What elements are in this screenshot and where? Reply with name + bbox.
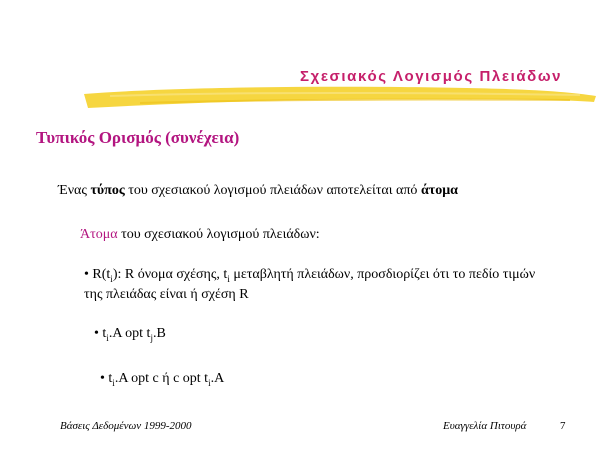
text-segment: • R(t — [84, 267, 111, 282]
text-segment: .B — [152, 326, 166, 341]
atoms-highlight: Άτομα — [80, 227, 118, 242]
text-segment: .A opt t — [108, 326, 151, 341]
bullet-constant-atom — [100, 371, 224, 387]
subscript: i — [227, 273, 230, 284]
atoms-heading — [80, 227, 320, 243]
bold-term-type: τύπος — [90, 183, 125, 198]
footer-author: Ευαγγελία Πιτουρά — [443, 420, 527, 432]
header-underline-brush — [80, 82, 600, 114]
text-segment: του σχεσιακού λογισμού πλειάδων: — [117, 227, 320, 242]
text-segment: Ένας — [58, 183, 91, 198]
slide-title: Τυπικός Ορισμός (συνέχεια) — [36, 128, 240, 147]
text-segment: • t — [94, 326, 107, 341]
subscript: i — [112, 377, 115, 388]
subscript: i — [208, 377, 211, 388]
header-title: Σχεσιακός Λογισμός Πλειάδων — [300, 68, 563, 85]
bold-term-atoms: άτομα — [420, 183, 458, 198]
definition-text — [58, 183, 458, 199]
text-segment: .A — [210, 371, 225, 386]
text-segment: μεταβλητή πλειάδων, προσδιορίζει ότι το πεδίο τιμών της πλειάδας είναι ή σχέση R — [84, 267, 536, 302]
subscript: j — [150, 332, 153, 343]
subscript: i — [110, 273, 113, 284]
subscript: i — [106, 332, 109, 343]
text-segment: • t — [100, 371, 113, 386]
footer-course: Βάσεις Δεδομένων 1999-2000 — [60, 420, 192, 432]
text-segment: του σχεσιακού λογισμού πλειάδων αποτελείται από — [124, 183, 421, 198]
bullet-relation-atom — [84, 265, 554, 305]
page-number: 7 — [560, 420, 566, 432]
text-segment: ): R όνομα σχέσης, t — [112, 267, 228, 282]
bullet-comparison-atom — [94, 326, 166, 342]
text-segment: .A opt c ή c opt t — [114, 371, 209, 386]
